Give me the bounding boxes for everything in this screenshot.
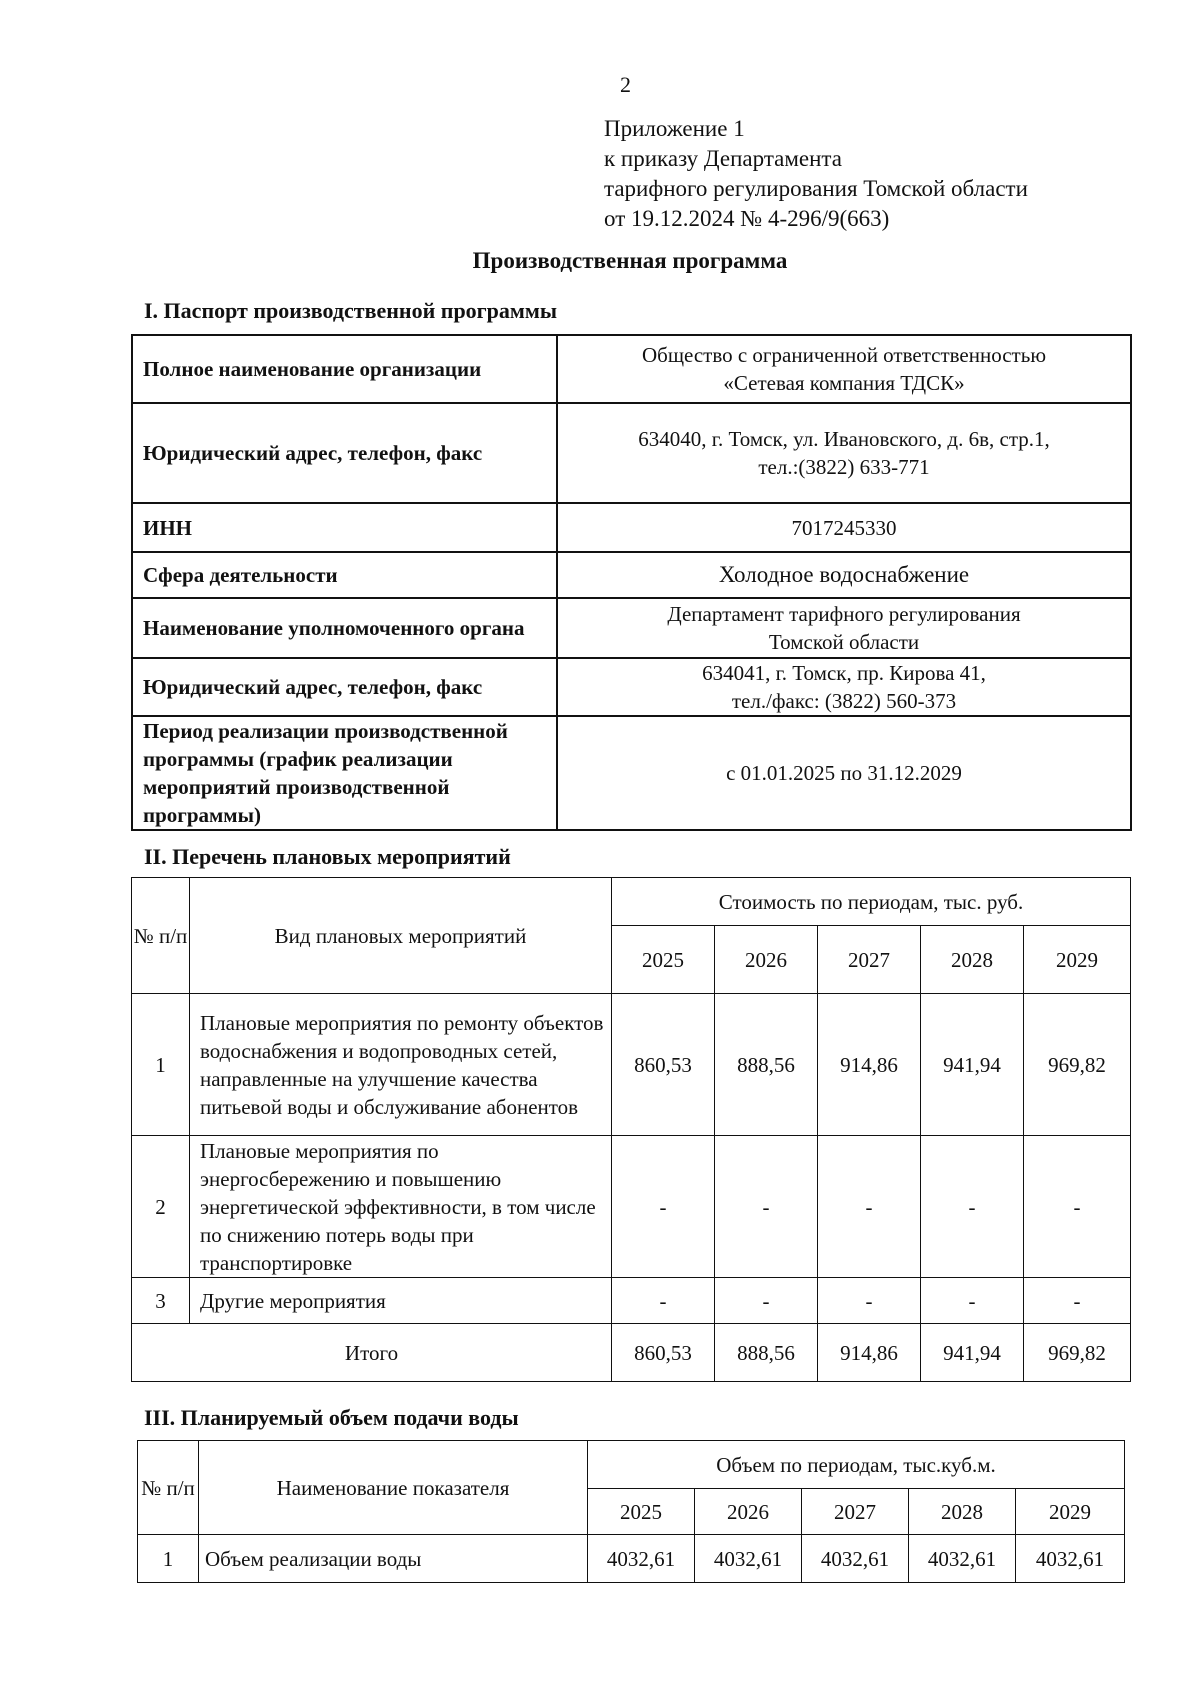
appendix-line: Приложение 1 (604, 116, 745, 141)
value-line: Общество с ограниченной ответственностью (641, 343, 1047, 367)
table-row (132, 994, 1131, 1136)
value-line: тел.:(3822) 633-771 (758, 455, 930, 479)
appendix-line: тарифного регулирования Томской области (604, 176, 1028, 201)
passport-key: Период реализации производственной программы (график реализации мероприятий производственной программы) (132, 716, 557, 830)
passport-key: Наименование уполномоченного органа (132, 598, 557, 658)
row-value: 4032,61 (695, 1535, 802, 1583)
row-name: Плановые мероприятия по ремонту объектов водоснабжения и водопроводных сетей, направленные на улучшение качества питьевой воды и обслуживание абонентов (190, 994, 612, 1136)
value-line: Департамент тарифного регулирования (667, 602, 1021, 626)
appendix-header (604, 114, 1028, 234)
col-header-name: Вид плановых мероприятий (190, 878, 612, 994)
passport-row (132, 552, 1131, 598)
row-value: - (818, 1136, 921, 1278)
total-row (132, 1324, 1131, 1382)
appendix-line: от 19.12.2024 № 4-296/9(663) (604, 206, 890, 231)
passport-key: Полное наименование организации (132, 335, 557, 403)
table-row (132, 1136, 1131, 1278)
year-header: 2027 (802, 1489, 909, 1535)
total-value: 914,86 (818, 1324, 921, 1382)
appendix-line: к приказу Департамента (604, 146, 842, 171)
document-title: Производственная программа (472, 248, 788, 273)
col-header-group: Стоимость по периодам, тыс. руб. (612, 878, 1131, 926)
col-header-name: Наименование показателя (199, 1441, 588, 1535)
row-name: Другие мероприятия (190, 1278, 612, 1324)
passport-table (131, 334, 1132, 831)
row-value: 860,53 (612, 994, 715, 1136)
col-header-num: № п/п (132, 878, 190, 994)
passport-row (132, 503, 1131, 552)
row-num: 3 (132, 1278, 190, 1324)
row-name: Плановые мероприятия по энергосбережению и повышению энергетической эффективности, в том числе по снижению потерь воды при транспортировке (190, 1136, 612, 1278)
year-header: 2025 (612, 926, 715, 994)
row-value: - (612, 1136, 715, 1278)
row-value: - (818, 1278, 921, 1324)
row-value: 914,86 (818, 994, 921, 1136)
passport-value (557, 403, 1131, 503)
year-header: 2028 (921, 926, 1024, 994)
total-value: 860,53 (612, 1324, 715, 1382)
passport-value: Холодное водоснабжение (557, 552, 1131, 598)
row-name: Объем реализации воды (199, 1535, 588, 1583)
volume-table (137, 1440, 1125, 1583)
row-value: 4032,61 (1016, 1535, 1125, 1583)
row-num: 2 (132, 1136, 190, 1278)
year-header: 2025 (588, 1489, 695, 1535)
row-value: 4032,61 (802, 1535, 909, 1583)
header-row (132, 878, 1131, 926)
col-header-num: № п/п (138, 1441, 199, 1535)
row-value: - (921, 1136, 1024, 1278)
row-value: 941,94 (921, 994, 1024, 1136)
passport-key: Юридический адрес, телефон, факс (132, 658, 557, 716)
section3-heading: III. Планируемый объем подачи воды (144, 1405, 519, 1430)
total-label: Итого (132, 1324, 612, 1382)
passport-value (557, 658, 1131, 716)
row-value: 4032,61 (909, 1535, 1016, 1583)
passport-value (557, 598, 1131, 658)
row-value: - (715, 1278, 818, 1324)
table-row (138, 1535, 1125, 1583)
col-header-group: Объем по периодам, тыс.куб.м. (588, 1441, 1125, 1489)
measures-table (131, 877, 1131, 1382)
year-header: 2029 (1024, 926, 1131, 994)
year-header: 2029 (1016, 1489, 1125, 1535)
row-num: 1 (138, 1535, 199, 1583)
row-value: - (1024, 1136, 1131, 1278)
row-value: - (715, 1136, 818, 1278)
total-value: 969,82 (1024, 1324, 1131, 1382)
passport-value (557, 335, 1131, 403)
passport-value: 7017245330 (557, 503, 1131, 552)
header-row (138, 1441, 1125, 1489)
total-value: 941,94 (921, 1324, 1024, 1382)
row-value: - (612, 1278, 715, 1324)
value-line: тел./факс: (3822) 560-373 (731, 689, 957, 713)
passport-row (132, 658, 1131, 716)
value-line: Томской области (768, 630, 920, 654)
passport-key: Юридический адрес, телефон, факс (132, 403, 557, 503)
value-line: «Сетевая компания ТДСК» (723, 371, 965, 395)
value-line: 634040, г. Томск, ул. Ивановского, д. 6в, стр.1, (638, 427, 1050, 451)
passport-row (132, 598, 1131, 658)
passport-row (132, 403, 1131, 503)
section2-heading: II. Перечень плановых мероприятий (144, 844, 511, 869)
row-value: 888,56 (715, 994, 818, 1136)
value-line: 634041, г. Томск, пр. Кирова 41, (702, 661, 986, 685)
table-row (132, 1278, 1131, 1324)
passport-value: с 01.01.2025 по 31.12.2029 (557, 716, 1131, 830)
year-header: 2027 (818, 926, 921, 994)
total-value: 888,56 (715, 1324, 818, 1382)
row-num: 1 (132, 994, 190, 1136)
year-header: 2026 (695, 1489, 802, 1535)
passport-row (132, 335, 1131, 403)
section1-heading: I. Паспорт производственной программы (144, 298, 558, 323)
row-value: 4032,61 (588, 1535, 695, 1583)
row-value: 969,82 (1024, 994, 1131, 1136)
passport-row (132, 716, 1131, 830)
year-header: 2026 (715, 926, 818, 994)
passport-key: ИНН (132, 503, 557, 552)
page-number: 2 (620, 72, 631, 97)
year-header: 2028 (909, 1489, 1016, 1535)
row-value: - (1024, 1278, 1131, 1324)
row-value: - (921, 1278, 1024, 1324)
passport-key: Сфера деятельности (132, 552, 557, 598)
